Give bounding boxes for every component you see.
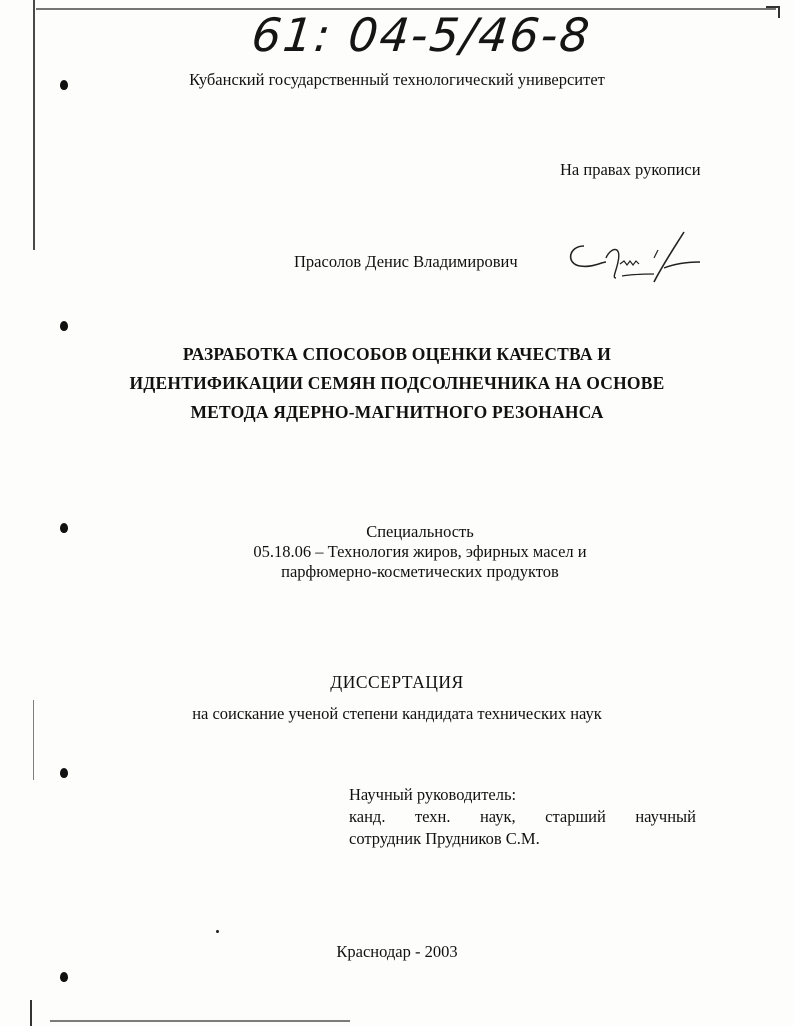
specialty-name-line: парфюмерно-косметических продуктов <box>281 562 559 581</box>
advisor-word: наук, <box>479 807 516 826</box>
manuscript-rights-note: На правах рукописи <box>560 160 701 179</box>
advisor-word: техн. <box>414 807 451 826</box>
advisor-label: Научный руководитель: <box>349 785 517 804</box>
title-line: РАЗРАБОТКА СПОСОБОВ ОЦЕНКИ КАЧЕСТВА И <box>182 344 612 364</box>
degree-statement: на соискание ученой степени кандидата технических наук <box>192 704 602 723</box>
specialty-code-line: 05.18.06 – Технология жиров, эфирных масел и <box>253 542 587 561</box>
author-signature <box>562 228 702 288</box>
scan-speck <box>216 930 219 933</box>
work-type-heading: ДИССЕРТАЦИЯ <box>330 672 464 692</box>
title-line: ИДЕНТИФИКАЦИИ СЕМЯН ПОДСОЛНЕЧНИКА НА ОСНОВЕ <box>129 373 665 393</box>
archive-code-handwritten: 61: 04-5/46-8 <box>249 8 594 62</box>
binder-hole-mark <box>60 768 68 778</box>
author-name: Прасолов Денис Владимирович <box>294 252 518 271</box>
scan-edge-left <box>33 0 35 250</box>
advisor-word: старший <box>545 807 606 826</box>
advisor-title-line <box>349 806 696 828</box>
binder-hole-mark <box>60 321 68 331</box>
advisor-word: канд. <box>349 807 386 826</box>
advisor-word: научный <box>635 807 696 826</box>
scan-corner-mark <box>766 6 780 18</box>
advisor-name-line: сотрудник Прудников С.М. <box>349 829 540 848</box>
binder-hole-mark <box>60 972 68 982</box>
city-year: Краснодар - 2003 <box>336 942 458 961</box>
scan-edge-bottom-tick <box>30 1000 32 1026</box>
binder-hole-mark <box>60 523 68 533</box>
specialty-block <box>220 522 620 582</box>
scientific-advisor <box>349 784 696 850</box>
specialty-label: Специальность <box>366 522 474 541</box>
scan-edge-bottom <box>50 1020 350 1022</box>
title-line: МЕТОДА ЯДЕРНО-МАГНИТНОГО РЕЗОНАНСА <box>190 402 604 422</box>
dissertation-title <box>0 340 794 427</box>
university-name: Кубанский государственный технологический университет <box>189 70 605 89</box>
